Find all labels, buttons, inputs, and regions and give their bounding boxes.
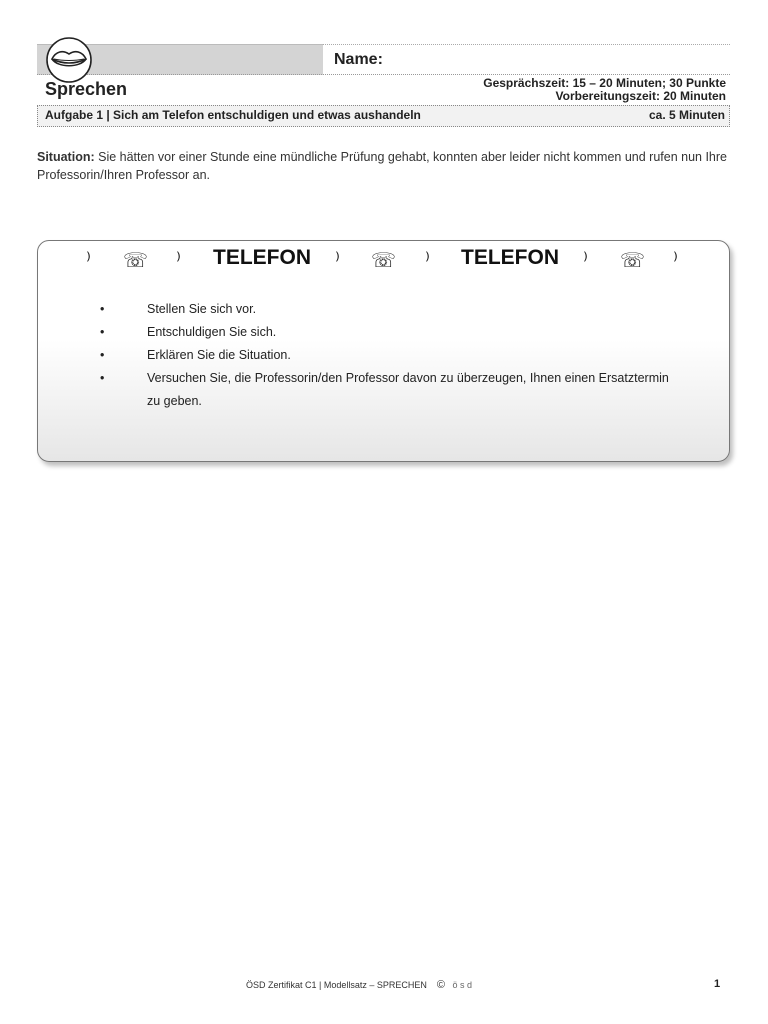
- list-item: [100, 367, 680, 413]
- bullet-icon: •: [100, 348, 105, 362]
- list-item: [100, 321, 680, 344]
- mouth-icon: [45, 37, 93, 83]
- task-duration: ca. 5 Minuten: [648, 108, 725, 122]
- situation-label: Situation:: [37, 150, 95, 164]
- list-item-text: Entschuldigen Sie sich.: [147, 325, 277, 339]
- sound-wave-icon: ⁾: [583, 248, 588, 272]
- list-item: [100, 344, 680, 367]
- sound-wave-icon: ⁾: [425, 248, 430, 272]
- header-dotted-rule: [37, 44, 730, 75]
- header-dotted-rule-top: [323, 44, 730, 45]
- task-title: Aufgabe 1 | Sich am Telefon entschuldigen und etwas aushandeln: [45, 108, 421, 122]
- instruction-list: [100, 298, 680, 413]
- sound-wave-icon: ⁾: [673, 248, 678, 272]
- footer: [246, 979, 472, 991]
- situation-paragraph: [37, 148, 732, 184]
- copyright-icon: ©: [436, 979, 446, 991]
- sound-wave-icon: ⁾: [86, 248, 91, 272]
- telefon-word: TELEFON: [213, 246, 311, 269]
- bullet-icon: •: [100, 371, 105, 385]
- phone-icon: ☏: [371, 248, 397, 272]
- list-item: [100, 298, 680, 321]
- sound-wave-icon: ⁾: [176, 248, 181, 272]
- section-title: Sprechen: [45, 79, 128, 99]
- situation-text: Sie hätten vor einer Stunde eine mündliche Prüfung gehabt, konnten aber leider nicht kommen und rufen nun Ihre Professorin/Ihren Professor an.: [37, 150, 727, 182]
- brand-mark: ö s d: [452, 980, 473, 990]
- sound-wave-icon: ⁾: [335, 248, 340, 272]
- telefon-heading-row: [37, 246, 730, 276]
- page-number: 1: [714, 978, 721, 990]
- footer-text: ÖSD Zertifikat C1 | Modellsatz – SPRECHEN: [246, 980, 427, 990]
- telefon-word: TELEFON: [461, 246, 559, 269]
- phone-icon: ☏: [123, 248, 149, 272]
- phone-icon: ☏: [620, 248, 646, 272]
- conversation-time: Gesprächszeit: 15 – 20 Minuten; 30 Punkte: [483, 76, 726, 90]
- list-item-text: Stellen Sie sich vor.: [147, 302, 257, 316]
- bullet-icon: •: [100, 302, 105, 316]
- preparation-time: Vorbereitungszeit: 20 Minuten: [555, 89, 726, 103]
- list-item-text: Erklären Sie die Situation.: [147, 348, 291, 362]
- bullet-icon: •: [100, 325, 105, 339]
- list-item-text: Versuchen Sie, die Professorin/den Professor davon zu überzeugen, Ihnen einen Ersatztermin zu geben.: [147, 371, 669, 408]
- name-label: Name:: [334, 51, 383, 68]
